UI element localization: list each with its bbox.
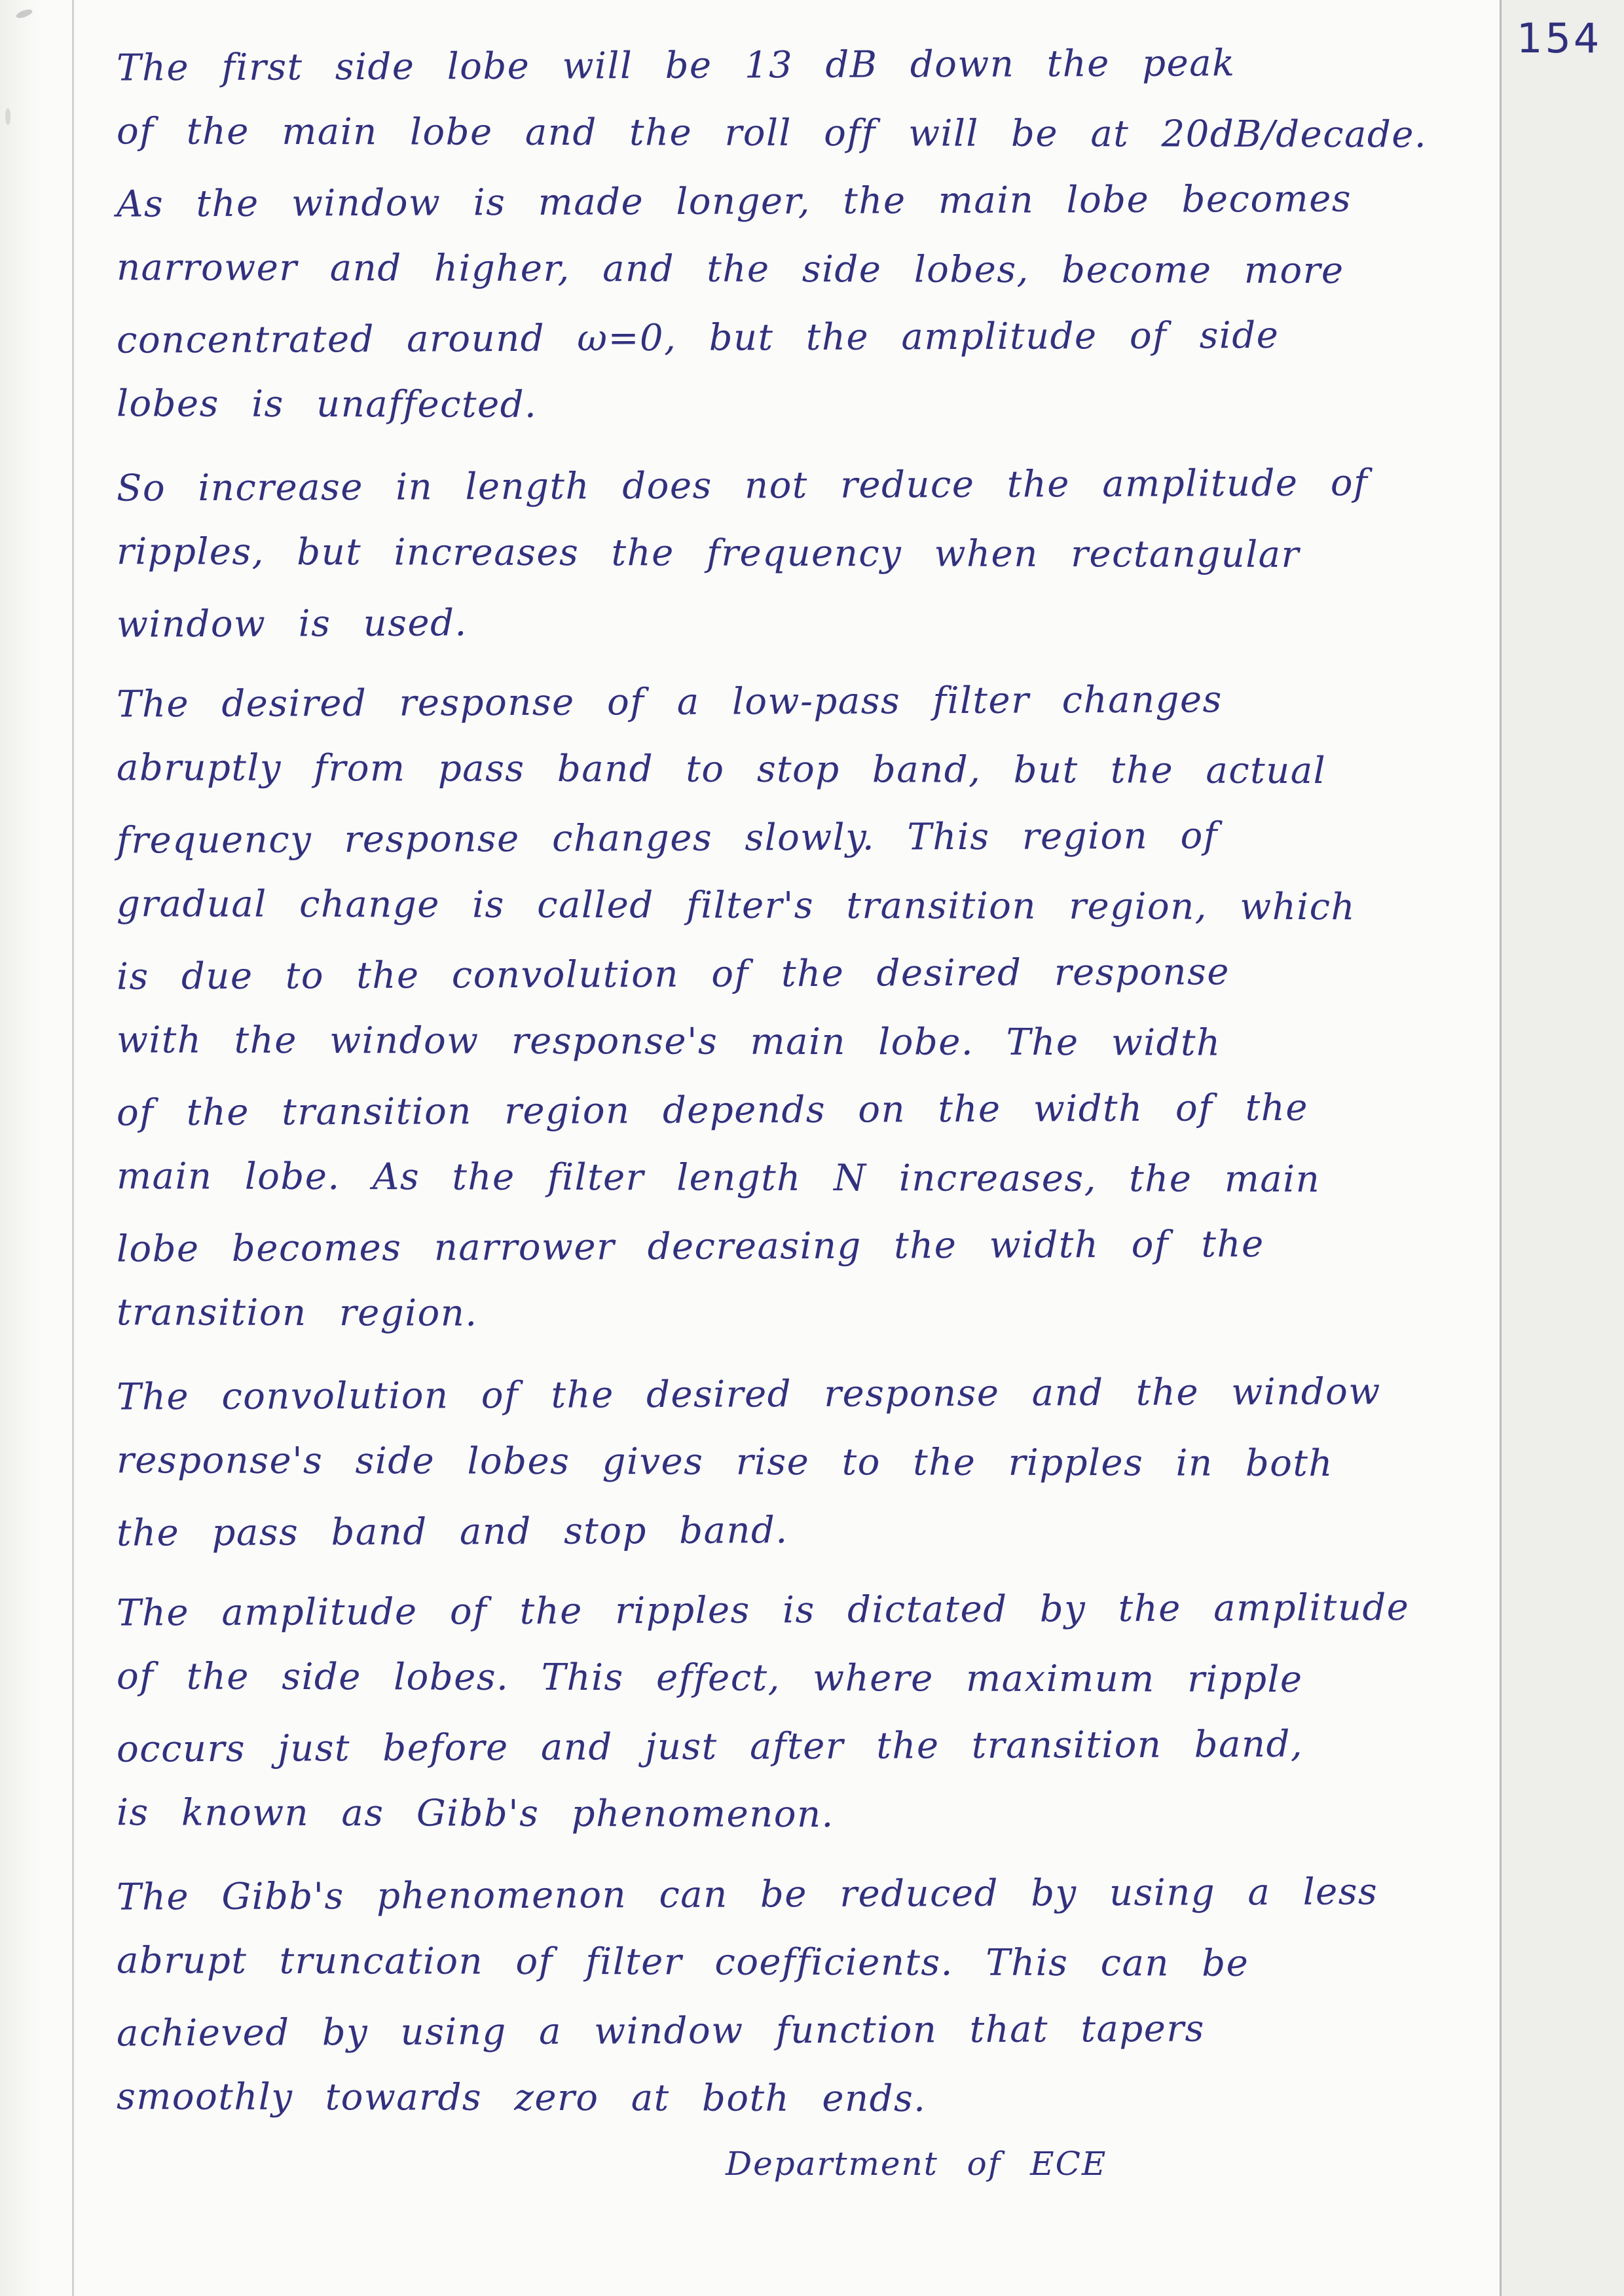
- handwritten-line: is known as Gibb's phenomenon.: [116, 1791, 834, 1836]
- paragraph-gibbs-reduction: [117, 1861, 1505, 2133]
- handwritten-line: main lobe. As the filter length N increases, the main: [116, 1155, 1321, 1201]
- handwritten-line: smoothly towards zero at both ends.: [116, 2075, 927, 2121]
- handwritten-line: As the window is made longer, the main lobe becomes: [116, 177, 1352, 226]
- handwritten-line: frequency response changes slowly. This region of: [116, 814, 1219, 862]
- page-edge-shade: [1502, 0, 1624, 2296]
- smudge-mark: [15, 8, 33, 20]
- handwritten-line: lobe becomes narrower decreasing the width of the: [116, 1222, 1264, 1271]
- handwritten-line: ripples, but increases the frequency when rectangular: [116, 530, 1300, 576]
- handwritten-line: transition region.: [116, 1291, 478, 1335]
- handwritten-line: The first side lobe will be 13 dB down the peak: [116, 42, 1236, 90]
- handwritten-line: So increase in length does not reduce the amplitude of: [116, 462, 1369, 510]
- handwritten-line: The Gibb's phenomenon can be reduced by using a less: [116, 1870, 1378, 1919]
- paragraph-length-increase: [117, 452, 1505, 656]
- handwritten-line: concentrated around ω=0, but the amplitude of side: [116, 314, 1280, 362]
- smudge-mark: [5, 108, 10, 125]
- handwritten-line: narrower and higher, and the side lobes, become more: [116, 246, 1344, 293]
- handwritten-line: abrupt truncation of filter coefficients. This can be: [116, 1939, 1249, 1985]
- handwritten-line: lobes is unaffected.: [116, 382, 538, 426]
- handwritten-line: The amplitude of the ripples is dictated by the amplitude: [116, 1586, 1410, 1635]
- handwritten-line: of the transition region depends on the width of the: [116, 1086, 1309, 1135]
- handwritten-line: is due to the convolution of the desired response: [116, 951, 1230, 998]
- paragraph-transition-region: [117, 668, 1505, 1349]
- handwritten-line: of the main lobe and the roll off will be at 20dB/decade.: [116, 110, 1428, 156]
- handwritten-line: gradual change is called filter's transition region, which: [116, 883, 1356, 929]
- paragraph-ripples: [117, 1360, 1505, 1565]
- left-margin-rule: [72, 0, 74, 2296]
- handwritten-line: The convolution of the desired response and the window: [116, 1370, 1381, 1419]
- handwritten-line: The desired response of a low-pass filter changes: [116, 678, 1223, 726]
- handwritten-line: abruptly from pass band to stop band, but the actual: [116, 746, 1327, 793]
- footer-text: Department of ECE: [726, 2145, 1107, 2183]
- paragraph-side-lobe: [117, 31, 1505, 440]
- handwritten-line: response's side lobes gives rise to the ripples in both: [116, 1439, 1334, 1485]
- paragraph-gibbs-phenomenon: [117, 1576, 1505, 1849]
- handwritten-line: occurs just before and just after the transition band,: [116, 1722, 1304, 1771]
- handwritten-line: with the window response's main lobe. The width: [116, 1019, 1221, 1065]
- handwritten-line: of the side lobes. This effect, where maximum ripple: [116, 1655, 1303, 1701]
- handwritten-line: the pass band and stop band.: [116, 1509, 788, 1555]
- handwritten-line: window is used.: [116, 602, 468, 646]
- page-number: 154: [1517, 14, 1602, 62]
- handwritten-text: [117, 31, 1505, 2183]
- handwritten-line: achieved by using a window function that tapers: [116, 2007, 1205, 2055]
